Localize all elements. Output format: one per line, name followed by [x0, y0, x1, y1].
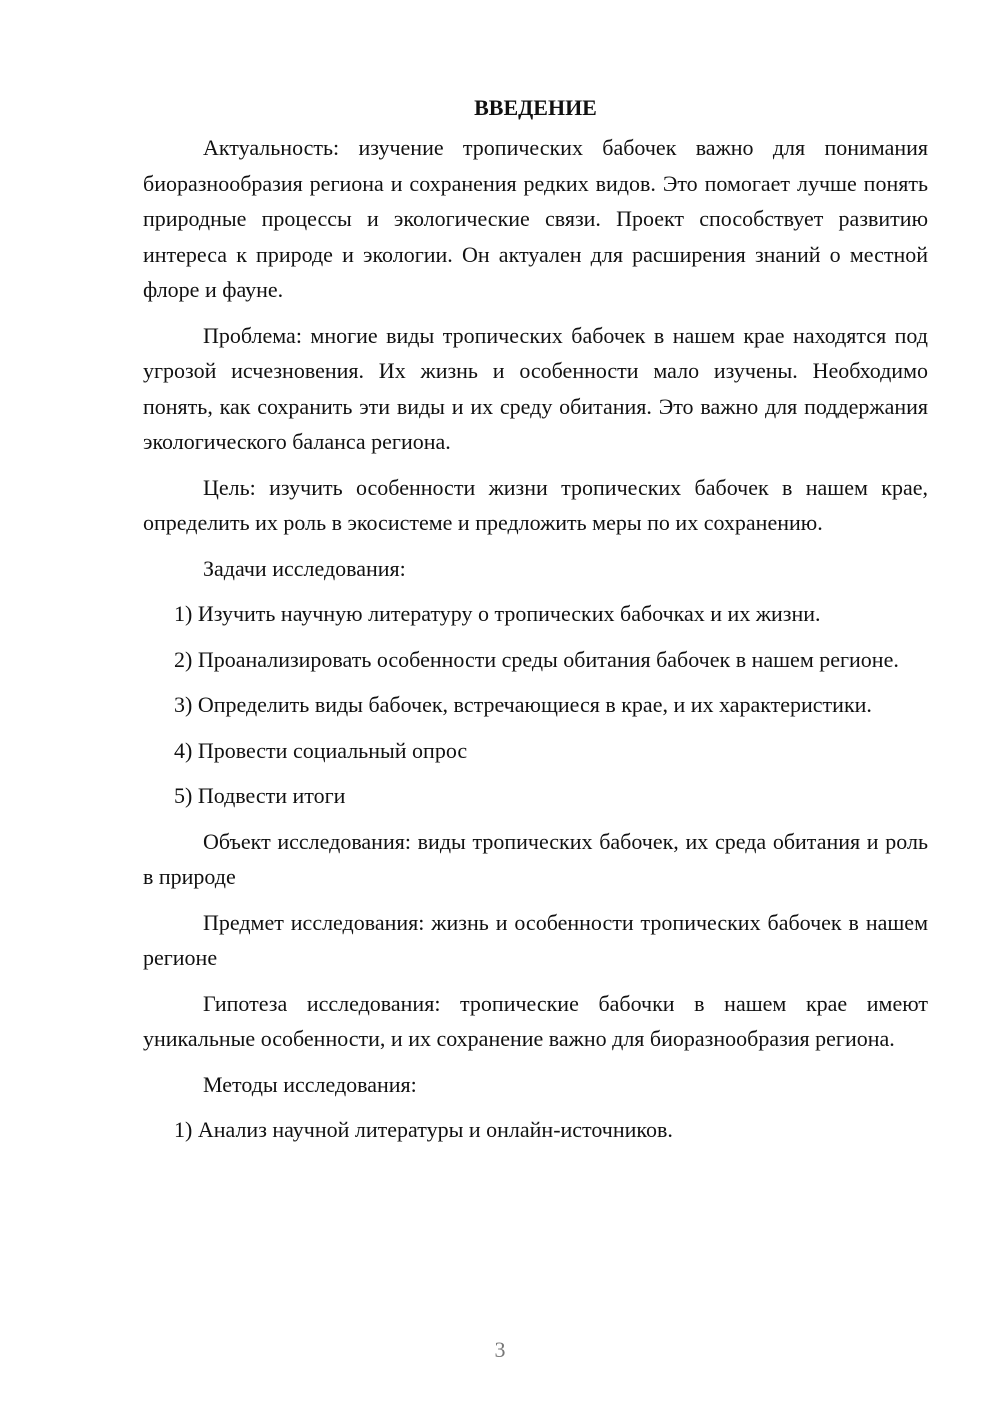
list-item-task-5: 5) Подвести итоги: [174, 783, 346, 808]
list-item-method-1: 1) Анализ научной литературы и онлайн-источников.: [174, 1117, 673, 1142]
paragraph-object: Объект исследования: виды тропических бабочек, их среда обитания и роль в природе: [143, 828, 928, 889]
list-item-task-2: 2) Проанализировать особенности среды обитания бабочек в нашем регионе.: [174, 646, 899, 672]
paragraph-hypothesis: Гипотеза исследования: тропические бабочки в нашем крае имеют уникальные особенности, и их сохранение важно для биоразнообразия региона.: [143, 990, 928, 1051]
page-content: [143, 92, 928, 1158]
list-item-task-3: 3) Определить виды бабочек, встречающиеся в крае, и их характеристики.: [174, 692, 872, 717]
list-item-task-1: 1) Изучить научную литературу о тропических бабочках и их жизни.: [174, 601, 821, 626]
paragraph-goal: Цель: изучить особенности жизни тропических бабочек в нашем крае, определить их роль в экосистеме и предложить меры по их сохранению.: [143, 474, 928, 535]
paragraph-methods-heading: Методы исследования:: [203, 1071, 417, 1097]
paragraph-problem: Проблема: многие виды тропических бабочек в нашем крае находятся под угрозой исчезновения. Их жизнь и особенности мало изучены. Необходимо понять, как сохранить эти виды и их среду обитания. Это важно для поддержания экологического баланса региона.: [143, 322, 928, 454]
list-item-task-4: 4) Провести социальный опрос: [174, 737, 468, 763]
paragraph-subject: Предмет исследования: жизнь и особенности тропических бабочек в нашем регионе: [143, 909, 928, 970]
page-title: ВВЕДЕНИЕ: [474, 95, 597, 120]
paragraph-relevance: Актуальность: изучение тропических бабочек важно для понимания биоразнообразия региона и сохранения редких видов. Это помогает лучше понять природные процессы и экологические связи. Проект способствует развитию интереса к природе и экологии. Он актуален для расширения знаний о местной флоре и фауне.: [143, 135, 928, 302]
page-number: 3: [494, 1337, 506, 1362]
paragraph-tasks-heading: Задачи исследования:: [203, 555, 406, 581]
